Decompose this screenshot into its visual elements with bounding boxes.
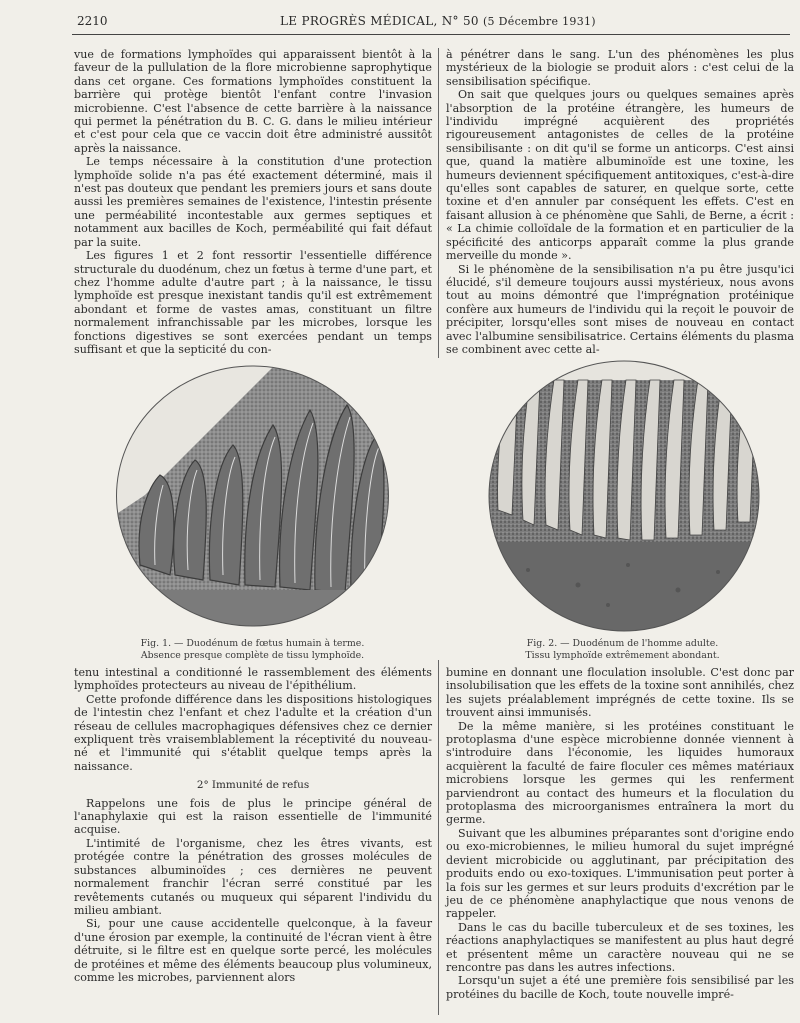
header-rule — [72, 34, 790, 35]
paragraph: à pénétrer dans le sang. L'un des phénomènes les plus mystérieux de la biologie se produit alors : c'est celui de la sensibilisation spécifique. — [446, 48, 794, 88]
paragraph: Si le phénomène de la sensibilisation n'a pu être jusqu'ici élucidé, s'il demeure toujours aussi mystérieux, nous avons tout au moins démontré que l'imprégnation protéinique confère aux humeurs de l'individu qui la reçoit le pouvoir de précipiter, lorsqu'elles sont mises de nouveau en contact avec l'albumine sensibilisatrice. Certains éléments du plasma se combinent avec cette al- — [446, 262, 794, 356]
paragraph: bumine en donnant une floculation insoluble. C'est donc par insolubilisation que les effets de la toxine sont annihilés, chez les sujets préalablement imprégnés de cette toxine. Ils se trouvent ainsi immunisés. — [446, 666, 794, 720]
fetal-duodenum-image — [115, 365, 390, 627]
running-head — [280, 14, 596, 28]
paragraph: Lorsqu'un sujet a été une première fois sensibilisé par les protéines du bacille de Koch, toute nouvelle impré- — [446, 974, 794, 1001]
paragraph: Les figures 1 et 2 font ressortir l'essentielle différence structurale du duodénum, chez un fœtus à terme d'une part, et chez l'homme adulte d'autre part ; à la naissance, le tissu lymphoïde est presque inexistant tandis qu'il est extrêmement abondant et forme de vastes amas, constituant un filtre normalement infranchissable par les microbes, lorsque les fonctions digestives se sont exercées pendant un temps suffisant et que la septicité du con- — [74, 249, 432, 356]
paragraph: Si, pour une cause accidentelle quelconque, à la faveur d'une érosion par exemple, la continuité de l'écran vient à être détruite, si le filtre est en quelque sorte percé, les molécules de protéines et même des éléments beaucoup plus volumineux, comme les microbes, parviennent alors — [74, 917, 432, 984]
figure-2-caption — [470, 638, 775, 661]
figure-1-micrograph — [115, 365, 390, 627]
figure-2-micrograph — [488, 360, 760, 632]
paragraph: tenu intestinal a conditionné le rassemblement des éléments lymphoïdes protecteurs au niveau de l'épithélium. — [74, 666, 432, 693]
left-column-top — [74, 48, 432, 356]
right-column-top — [446, 48, 794, 356]
paragraph: Dans le cas du bacille tuberculeux et de ses toxines, les réactions anaphylactiques se manifestent au plus haut degré et présentent même un caractère nouveau qui ne se rencontre pas dans les autres infections. — [446, 920, 794, 974]
caption-line: Fig. 1. — Duodénum de fœtus humain à terme. — [140, 638, 365, 649]
page-number: 2210 — [77, 14, 108, 28]
journal-title: LE PROGRÈS MÉDICAL, N° 50 — [280, 14, 479, 28]
adult-duodenum-image — [488, 360, 760, 632]
paragraph: On sait que quelques jours ou quelques semaines après l'absorption de la protéine étrangère, les humeurs de l'individu imprégné acquièrent des propriétés rigoureusement antagonistes de celles de la protéine sensibilisante : on dit qu'il se forme un anticorps. C'est ainsi que, quand la matière albuminoïde est une toxine, les humeurs deviennent spécifiquement antitoxiques, c'est-à-dire qu'elles sont capables de saturer, en quelque sorte, cette toxine et d'en annuler par conséquent les effets. C'est en faisant allusion à ce phénomène que Sahli, de Berne, a écrit : « La chimie colloïdale de la formation et en particulier de la spécificité des anticorps apparaît comme la plus grande merveille du monde ». — [446, 88, 794, 263]
caption-line: Fig. 2. — Duodénum de l'homme adulte. — [526, 638, 719, 649]
paragraph: L'intimité de l'organisme, chez les êtres vivants, est protégée contre la pénétration des grosses molécules de substances albuminoïdes ; ces dernières ne peuvent normalement franchir l'écran serré constitué par les revêtements cutanés ou muqueux qui séparent l'individu du milieu ambiant. — [74, 836, 432, 917]
left-column-bottom — [74, 666, 432, 984]
paragraph: Le temps nécessaire à la constitution d'une protection lymphoïde solide n'a pas été exactement déterminé, mais il n'est pas douteux que pendant les premiers jours et sans doute aussi les premières semaines de l'existence, l'intestin présente une perméabilité incontestable aux germes septiques et notamment aux bacilles de Koch, perméabilité qui fait défaut par la suite. — [74, 155, 432, 249]
column-divider-bottom — [438, 660, 439, 1015]
paragraph: vue de formations lymphoïdes qui apparaissent bientôt à la faveur de la pullulation de la flore microbienne saprophytique dans cet organe. Ces formations lymphoïdes constituent la barrière qui protège bientôt l'enfant contre l'invasion microbienne. C'est l'absence de cette barrière à la naissance qui permet la pénétration du B. C. G. dans le milieu intérieur et c'est pour cela que ce vaccin doit être administré aussitôt après la naissance. — [74, 48, 432, 155]
column-divider-top — [438, 48, 439, 358]
issue-date: (5 Décembre 1931) — [482, 15, 596, 28]
figure-1-caption — [100, 638, 405, 661]
paragraph: Cette profonde différence dans les dispositions histologiques de l'intestin chez l'enfant et chez l'adulte et la création d'un réseau de cellules macrophagiques défensives chez ce dernier expliquent très vraisemblablement la réceptivité du nouveau-né et l'immunité qui s'établit quelque temps après la naissance. — [74, 692, 432, 773]
caption-line: Absence presque complète de tissu lymphoïde. — [140, 649, 365, 661]
paragraph: De la même manière, si les protéines constituant le protoplasma d'une espèce microbienne donnée viennent à s'introduire dans l'économie, les liquides humoraux acquièrent la faculté de faire floculer ces mêmes matériaux microbiens lorsque les germes qui les renferment parviendront au contact des humeurs et la floculation du protoplasma des microorganismes entraînera la mort du germe. — [446, 719, 794, 827]
section-heading: 2° Immunité de refus — [196, 779, 310, 792]
paragraph: Rappelons une fois de plus le principe général de l'anaphylaxie qui est la raison essentielle de l'immunité acquise. — [74, 796, 432, 837]
right-column-bottom — [446, 666, 794, 1001]
paragraph: Suivant que les albumines préparantes sont d'origine endo ou exo-microbiennes, le milieu humoral du sujet imprégné devient microbicide ou agglutinant, par précipitation des produits endo ou exo-toxiques. L'immunisation peut porter à la fois sur les germes et sur leurs produits d'excrétion par le jeu de ce phénomène anaphylactique que nous venons de rappeler. — [446, 826, 794, 921]
caption-line: Tissu lymphoïde extrêmement abondant. — [525, 649, 720, 661]
